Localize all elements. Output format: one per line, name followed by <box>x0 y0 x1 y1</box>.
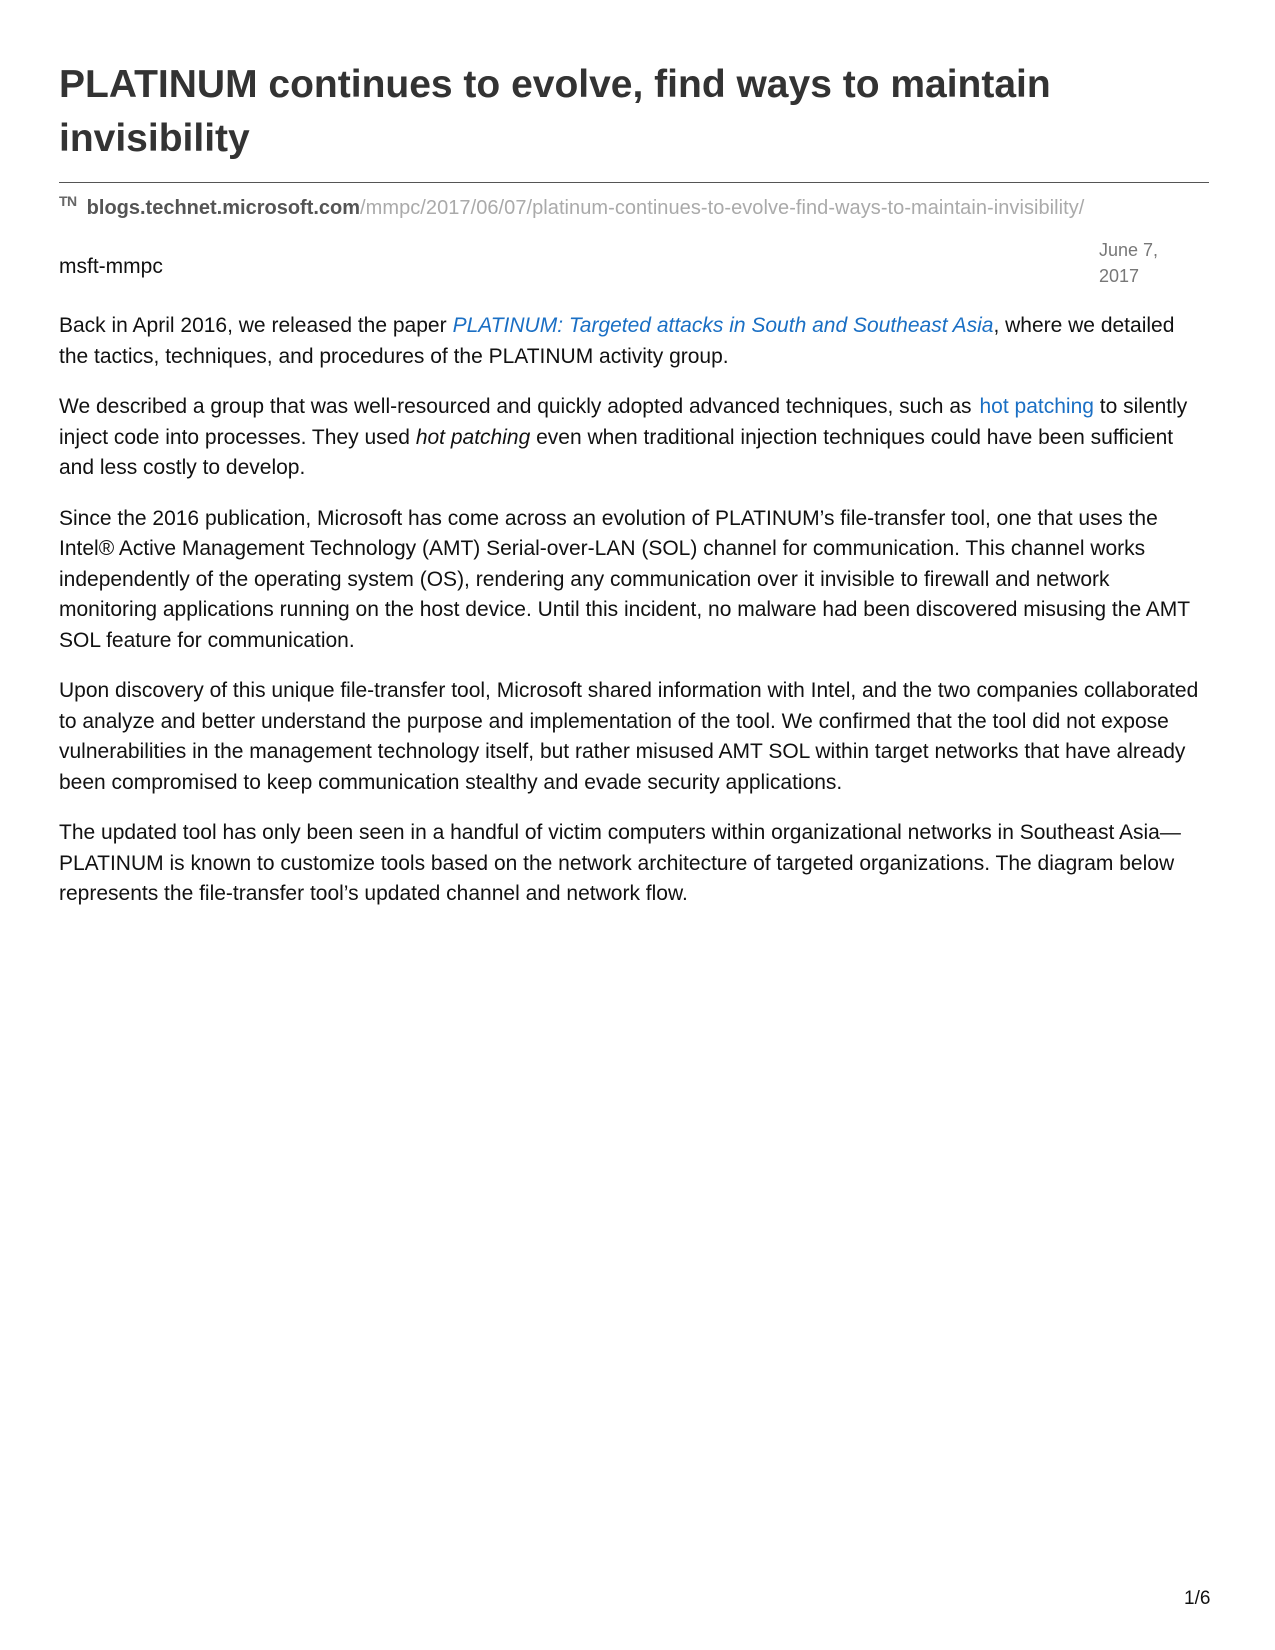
byline <box>59 237 1209 297</box>
paragraph-2-middle: to silently inject code into processes. They used <box>59 395 1188 449</box>
article-page <box>59 58 1209 930</box>
paragraph-3: Since the 2016 publication, Microsoft has come across an evolution of PLATINUM’s file-transfer tool, one that uses the Intel® Active Management Technology (AMT) Serial-over-LAN (SOL) channel for communication. This channel works independently of the operating system (OS), rendering any communication over it invisible to firewall and network monitoring applications running on the host device. Until this incident, no malware had been discovered misusing the AMT SOL feature for communication. <box>59 506 1190 652</box>
article-title: PLATINUM continues to evolve, find ways to maintain invisibility <box>59 63 1051 160</box>
paragraph-1-intro: Back in April 2016, we released the paper <box>59 314 447 337</box>
technet-logo-icon: TN <box>59 193 77 209</box>
publish-date: June 7, 2017 <box>1099 240 1159 286</box>
paragraph-2 <box>59 392 1209 484</box>
paragraph-2-emphasis: hot patching <box>415 425 531 449</box>
platinum-paper-link[interactable]: PLATINUM: Targeted attacks in South and Southeast Asia <box>452 314 994 337</box>
source-path[interactable]: /mmpc/2017/06/07/platinum-continues-to-evolve-find-ways-to-maintain-invisibility/ <box>360 197 1085 219</box>
paragraph-5: The updated tool has only been seen in a handful of victim computers within organizational networks in Southeast Asia—PLATINUM is known to customize tools based on the network architecture of targeted organizations. The diagram below represents the file-transfer tool’s updated channel and network flow. <box>59 821 1181 905</box>
article-body <box>59 311 1209 910</box>
page-number: 1/6 <box>1184 1588 1211 1609</box>
hot-patching-link[interactable]: hot patching <box>979 395 1094 418</box>
source-line <box>59 193 1209 227</box>
author-name: msft-mmpc <box>59 255 163 278</box>
paragraph-4: Upon discovery of this unique file-transfer tool, Microsoft shared information with Intel, and the two companies collaborated to analyze and better understand the purpose and implementation of the tool. We confirmed that the tool did not expose vulnerabilities in the management technology itself, but rather misused AMT SOL within target networks that have already been compromised to keep communication stealthy and evade security applications. <box>59 679 1199 794</box>
paragraph-2-intro: We described a group that was well-resourced and quickly adopted advanced techniques, such as <box>59 395 972 418</box>
source-domain[interactable]: blogs.technet.microsoft.com <box>86 197 361 219</box>
paragraph-1 <box>59 311 1209 372</box>
title-divider <box>59 182 1209 183</box>
paragraph-1-rest: , where we detailed the tactics, techniques, and procedures of the PLATINUM activity group. <box>59 314 1175 368</box>
paragraph-2-rest: even when traditional injection techniques could have been sufficient and less costly to develop. <box>59 425 1174 479</box>
